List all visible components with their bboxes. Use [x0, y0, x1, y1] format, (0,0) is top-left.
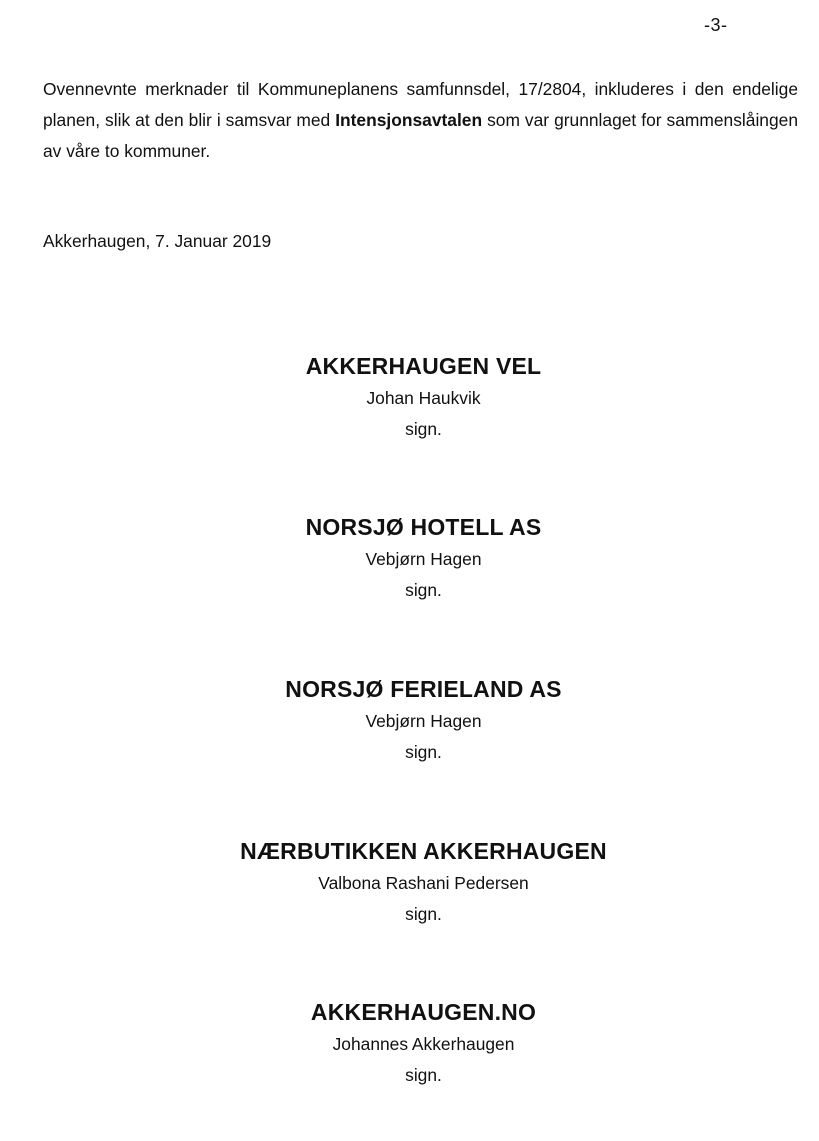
- signature-block: [0, 510, 819, 606]
- sign-mark: sign.: [405, 904, 442, 924]
- paragraph-text-part2: som var grunnlaget for sammenslåingen av våre to kommuner.: [43, 110, 798, 161]
- organization-name: AKKERHAUGEN.NO: [310, 999, 537, 1025]
- organization-name: NORSJØ FERIELAND AS: [285, 676, 562, 702]
- signer-name: Johan Haukvik: [366, 388, 481, 408]
- signature-block: [0, 834, 819, 930]
- signature-block: [0, 995, 819, 1091]
- paragraph-bold-term: Intensjonsavtalen: [335, 110, 483, 130]
- body-paragraph: [43, 74, 798, 167]
- sign-mark: sign.: [405, 742, 442, 762]
- sign-mark: sign.: [405, 419, 442, 439]
- sign-mark: sign.: [405, 1065, 442, 1085]
- signer-name: Vebjørn Hagen: [365, 549, 482, 569]
- signature-block: [0, 349, 819, 445]
- signer-name: Valbona Rashani Pedersen: [318, 873, 529, 893]
- organization-name: AKKERHAUGEN VEL: [305, 353, 542, 379]
- signer-name: Vebjørn Hagen: [365, 711, 482, 731]
- page-number: -3-: [704, 15, 728, 35]
- paragraph-text-part1: Ovennevnte merknader til Kommuneplanens samfunnsdel, 17/2804, inkluderes i den endelige planen, slik at den blir i samsvar med: [43, 79, 798, 130]
- signer-name: Johannes Akkerhaugen: [332, 1034, 515, 1054]
- place-and-date: Akkerhaugen, 7. Januar 2019: [43, 231, 272, 251]
- organization-name: NORSJØ HOTELL AS: [305, 514, 542, 540]
- sign-mark: sign.: [405, 580, 442, 600]
- signature-block: [0, 672, 819, 768]
- organization-name: NÆRBUTIKKEN AKKERHAUGEN: [240, 838, 607, 864]
